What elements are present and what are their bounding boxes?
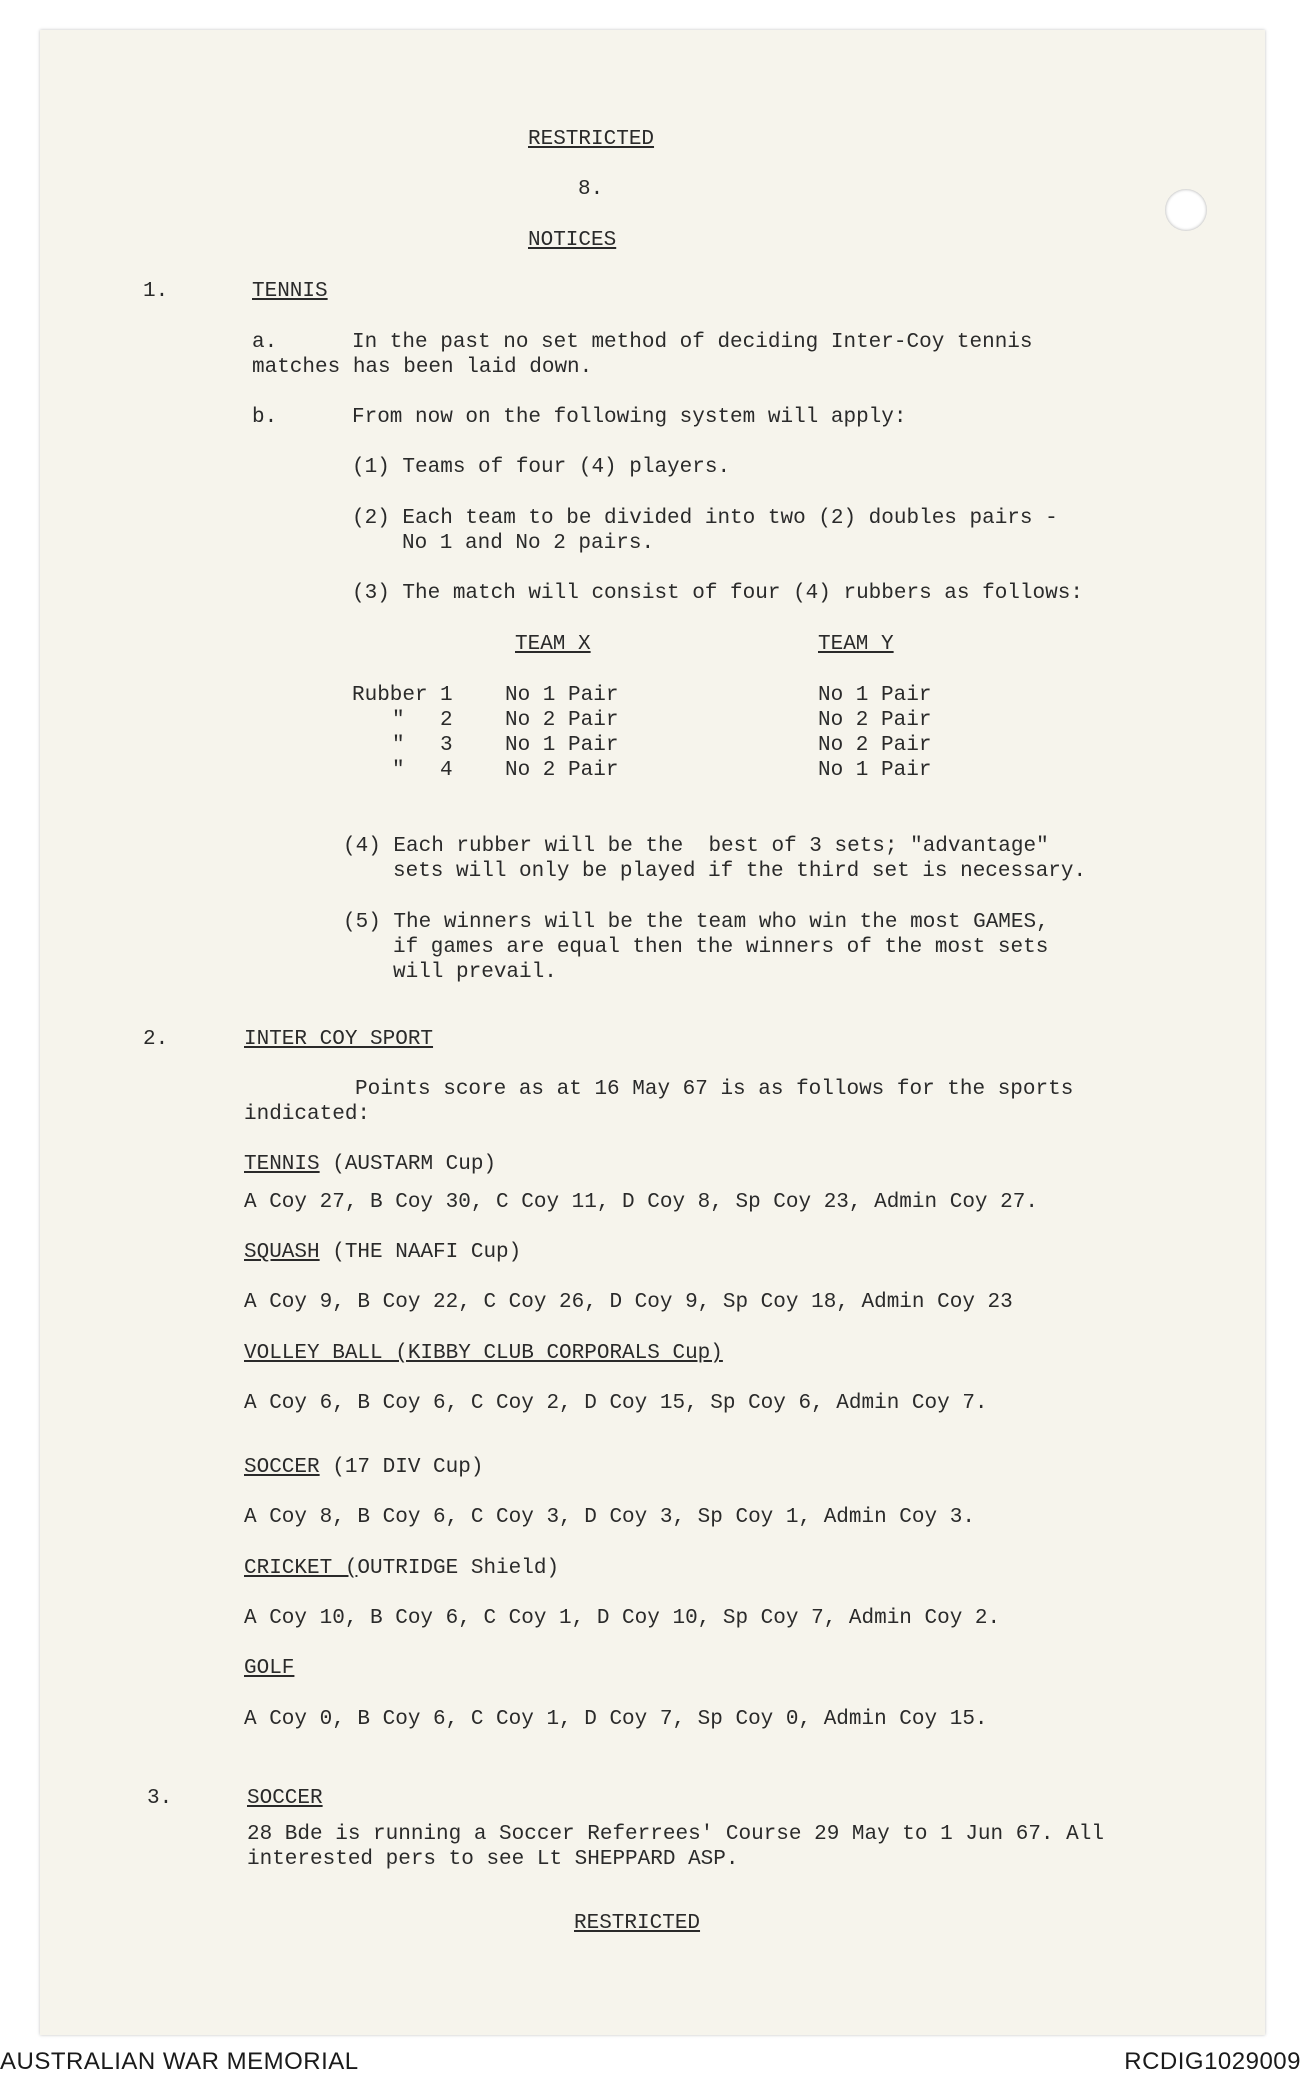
rubber-number: 3 bbox=[440, 734, 453, 757]
sport-cup: (17 DIV Cup) bbox=[319, 1456, 484, 1479]
rubber-label: " bbox=[392, 709, 405, 732]
sport-scores-tennis: A Coy 27, B Coy 30, C Coy 11, D Coy 8, Sp Coy 23, Admin Coy 27. bbox=[244, 1191, 1038, 1214]
para-a-line2: matches has been laid down. bbox=[252, 356, 593, 379]
team-x-header: TEAM X bbox=[515, 633, 591, 656]
classification-bottom: RESTRICTED bbox=[574, 1912, 701, 1935]
sport-cup: (AUSTARM Cup) bbox=[319, 1153, 497, 1176]
point-5-line1: (5) The winners will be the team who win the most GAMES, bbox=[343, 911, 1049, 934]
point-2-line2: No 1 and No 2 pairs. bbox=[402, 532, 655, 555]
sport-scores-cricket: A Coy 10, B Coy 6, C Coy 1, D Coy 10, Sp Coy 7, Admin Coy 2. bbox=[244, 1607, 1001, 1630]
rubber-team-x: No 2 Pair bbox=[505, 759, 619, 782]
sport-heading-soccer bbox=[244, 1455, 483, 1480]
points-intro-line2: indicated: bbox=[244, 1103, 371, 1126]
sport-heading-golf bbox=[244, 1656, 294, 1681]
rubber-number: 1 bbox=[440, 684, 453, 707]
points-intro-line1: Points score as at 16 May 67 is as follows for the sports bbox=[355, 1078, 1074, 1101]
sport-cup: OUTRIDGE Shield) bbox=[357, 1557, 560, 1580]
section-3-number: 3. bbox=[147, 1787, 173, 1810]
point-4-line1: (4) Each rubber will be the best of 3 sets; "advantage" bbox=[343, 835, 1049, 858]
rubber-team-y: No 1 Pair bbox=[818, 759, 932, 782]
sport-scores-golf: A Coy 0, B Coy 6, C Coy 1, D Coy 7, Sp Coy 0, Admin Coy 15. bbox=[244, 1708, 988, 1731]
sport-scores-volleyball: A Coy 6, B Coy 6, C Coy 2, D Coy 15, Sp Coy 6, Admin Coy 7. bbox=[244, 1392, 988, 1415]
rubber-label: Rubber bbox=[352, 684, 428, 707]
point-4-line2: sets will only be played if the third set is necessary. bbox=[393, 860, 1087, 883]
point-5-line3: will prevail. bbox=[393, 961, 557, 984]
sport-cup: (THE NAAFI Cup) bbox=[319, 1241, 522, 1264]
para-a-line1: In the past no set method of deciding Inter-Coy tennis bbox=[352, 331, 1033, 354]
team-y-header: TEAM Y bbox=[818, 633, 894, 656]
para-b-label: b. bbox=[252, 406, 278, 429]
classification-top: RESTRICTED bbox=[528, 128, 655, 151]
rubber-team-x: No 1 Pair bbox=[505, 684, 619, 707]
sport-heading-squash bbox=[244, 1240, 521, 1265]
sport-heading-volleyball bbox=[244, 1341, 723, 1366]
rubber-team-x: No 1 Pair bbox=[505, 734, 619, 757]
section-1-number: 1. bbox=[143, 280, 169, 303]
rubber-team-y: No 1 Pair bbox=[818, 684, 932, 707]
para-a-label: a. bbox=[252, 331, 278, 354]
section-1-heading: TENNIS bbox=[252, 280, 328, 303]
rubber-team-x: No 2 Pair bbox=[505, 709, 619, 732]
rubber-team-y: No 2 Pair bbox=[818, 734, 932, 757]
rubber-label: " bbox=[392, 759, 405, 782]
page-number: 8. bbox=[578, 178, 604, 201]
point-3: (3) The match will consist of four (4) rubbers as follows: bbox=[352, 582, 1083, 605]
sport-name: TENNIS bbox=[244, 1153, 320, 1176]
section-3-heading: SOCCER bbox=[247, 1787, 323, 1810]
sport-heading-tennis bbox=[244, 1152, 496, 1177]
section-2-number: 2. bbox=[143, 1028, 169, 1051]
sport-scores-soccer: A Coy 8, B Coy 6, C Coy 3, D Coy 3, Sp Coy 1, Admin Coy 3. bbox=[244, 1506, 975, 1529]
rubber-label: " bbox=[392, 734, 405, 757]
rubber-number: 2 bbox=[440, 709, 453, 732]
rubber-number: 4 bbox=[440, 759, 453, 782]
section-2-heading: INTER COY SPORT bbox=[244, 1028, 434, 1051]
point-1: (1) Teams of four (4) players. bbox=[352, 456, 731, 479]
archive-id: RCDIG1029009 bbox=[1124, 2048, 1301, 2075]
sport-name: SOCCER bbox=[244, 1456, 320, 1479]
point-2-line1: (2) Each team to be divided into two (2) doubles pairs - bbox=[352, 507, 1058, 530]
sport-scores-squash: A Coy 9, B Coy 22, C Coy 26, D Coy 9, Sp Coy 18, Admin Coy 23 bbox=[244, 1291, 1013, 1314]
soccer-course-line1: 28 Bde is running a Soccer Referrees' Course 29 May to 1 Jun 67. All bbox=[247, 1823, 1104, 1846]
sport-name: CRICKET ( bbox=[244, 1557, 358, 1580]
sport-name: GOLF bbox=[244, 1657, 295, 1680]
sport-name: VOLLEY BALL (KIBBY CLUB CORPORALS Cup) bbox=[244, 1342, 723, 1365]
notices-title: NOTICES bbox=[528, 229, 617, 252]
rubber-team-y: No 2 Pair bbox=[818, 709, 932, 732]
archive-credit: AUSTRALIAN WAR MEMORIAL bbox=[0, 2048, 359, 2075]
soccer-course-line2: interested pers to see Lt SHEPPARD ASP. bbox=[247, 1848, 739, 1871]
punch-hole bbox=[1165, 189, 1207, 231]
sport-name: SQUASH bbox=[244, 1241, 320, 1264]
sport-heading-cricket bbox=[244, 1556, 559, 1581]
para-b-text: From now on the following system will apply: bbox=[352, 406, 907, 429]
point-5-line2: if games are equal then the winners of the most sets bbox=[393, 936, 1049, 959]
